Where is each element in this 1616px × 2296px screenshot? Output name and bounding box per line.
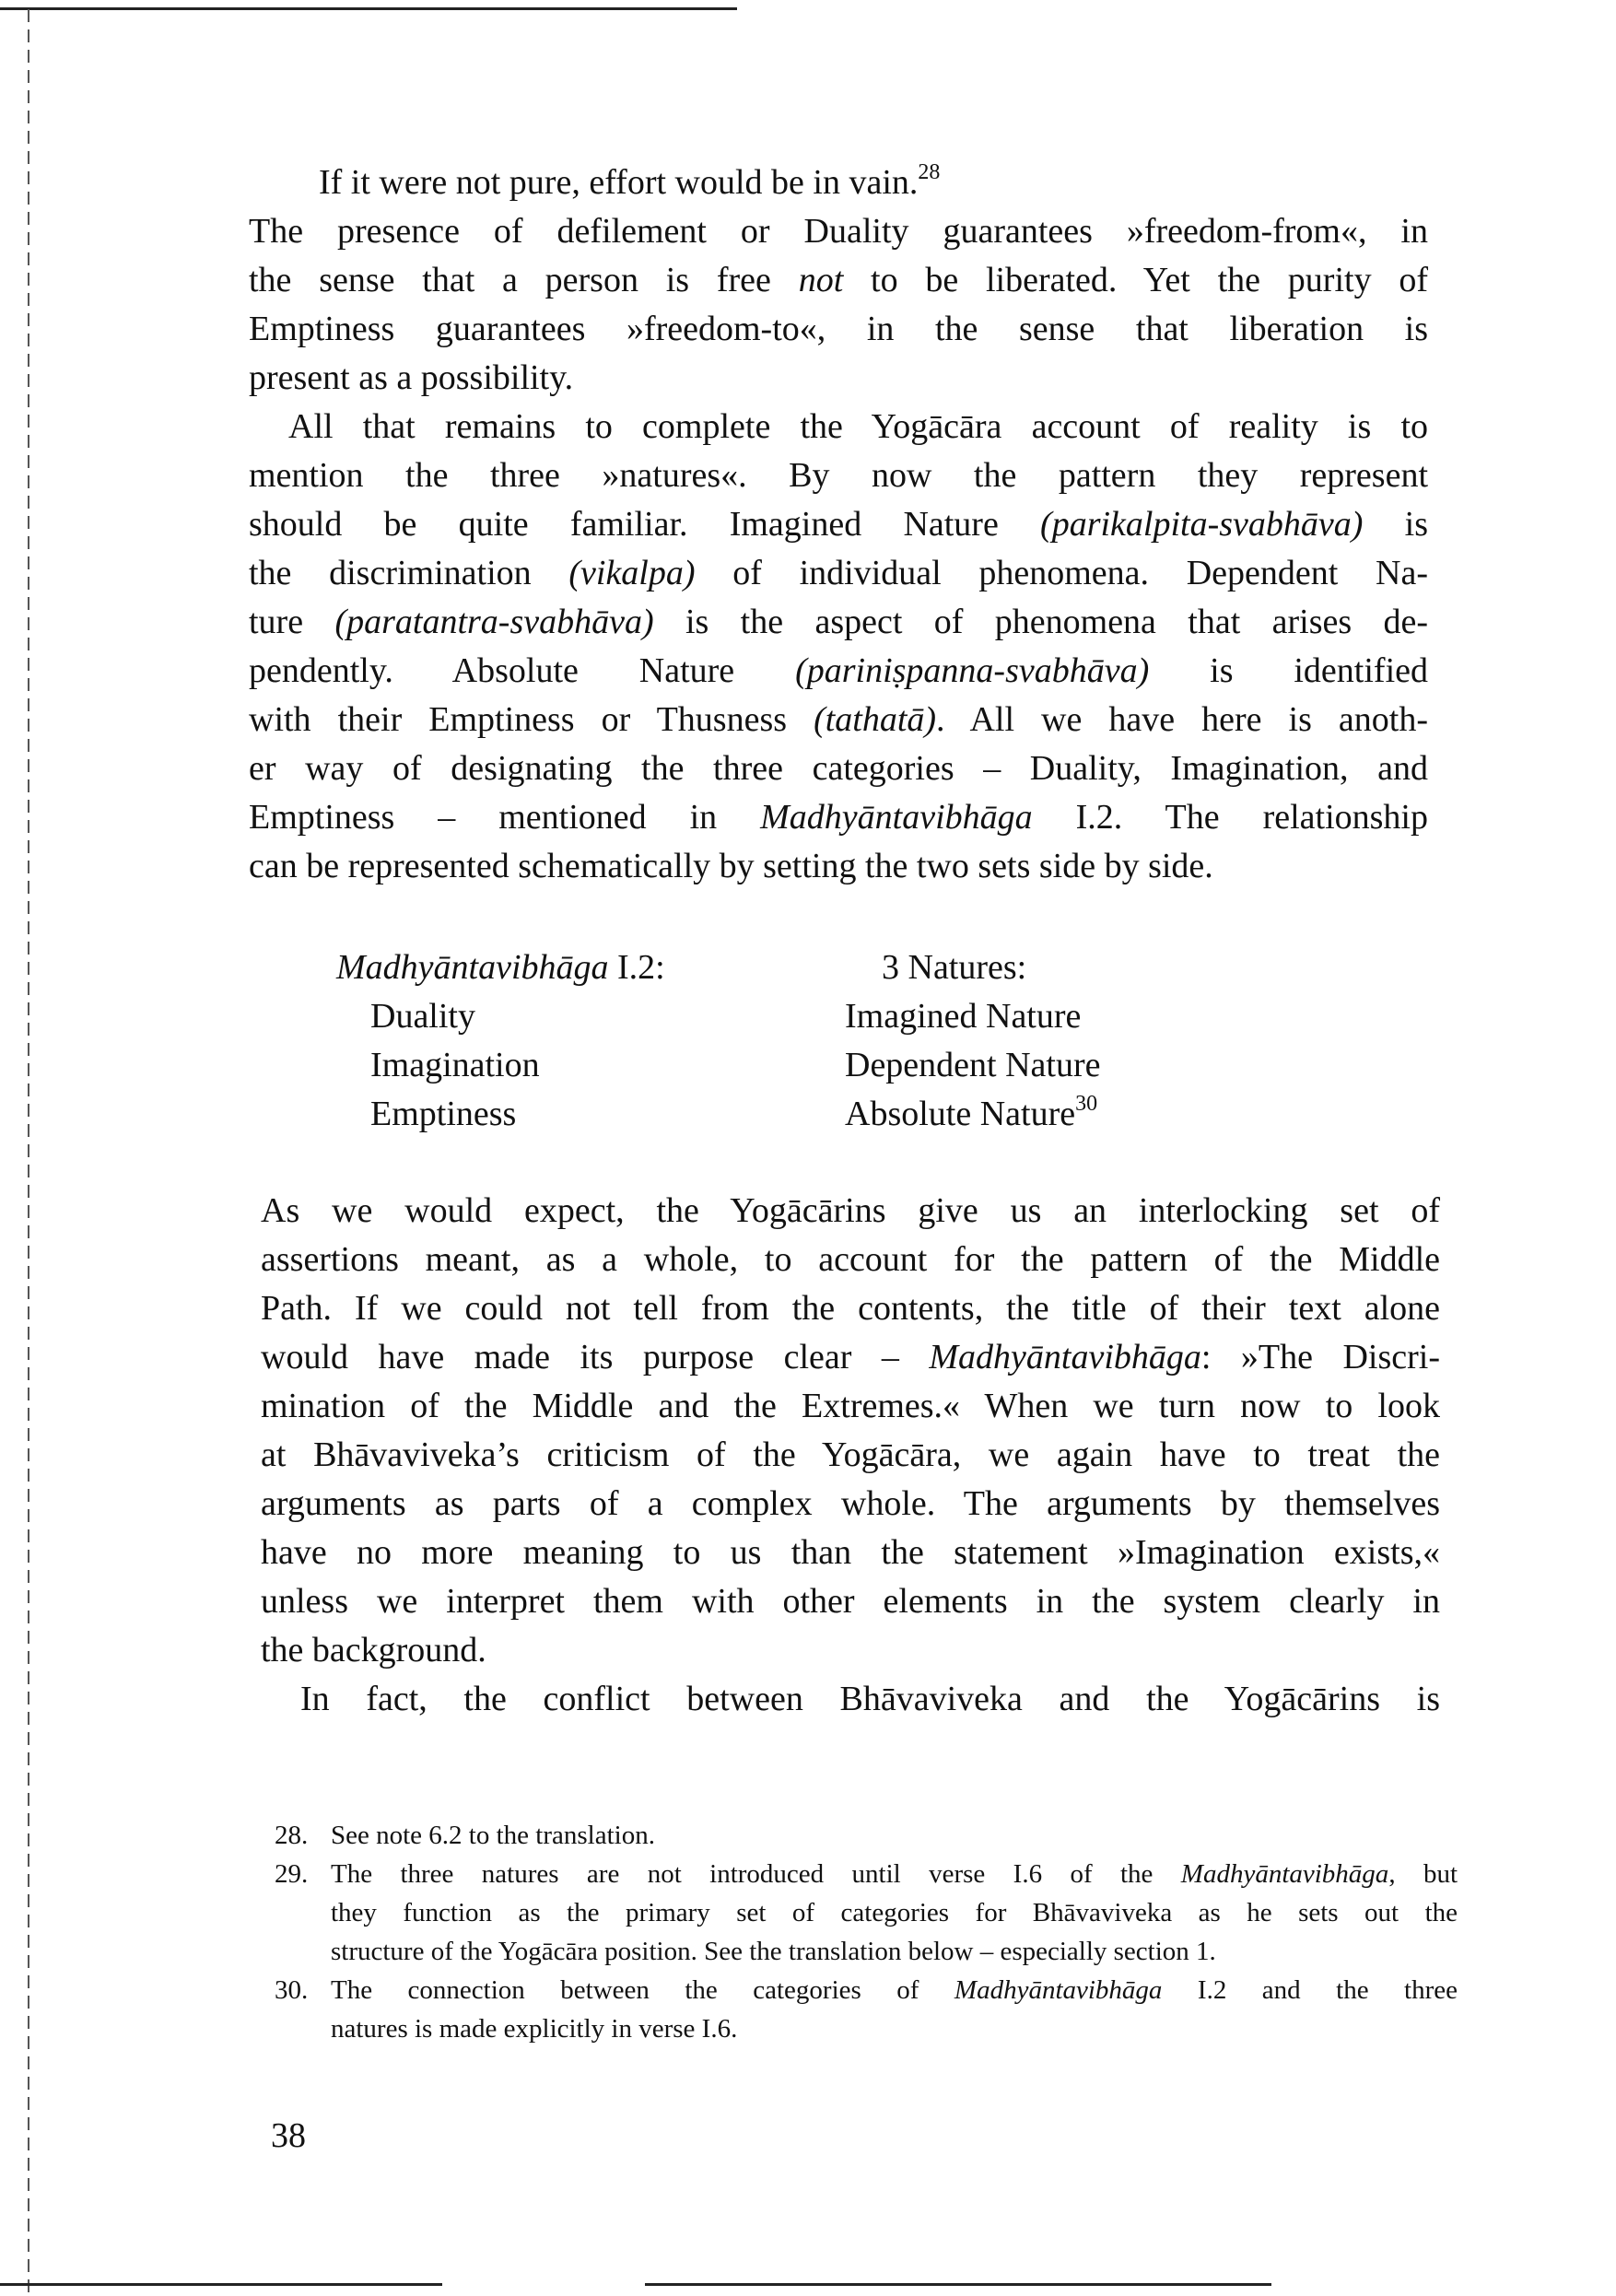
text-line xyxy=(275,2009,1458,2048)
italic-term: (parikalpita-svabhāva) xyxy=(1040,505,1364,544)
footnote xyxy=(275,1971,1458,2048)
text-line xyxy=(275,1971,1458,2009)
text-run: See note 6.2 to the translation. xyxy=(331,1821,655,1850)
table-row xyxy=(336,1090,1165,1139)
text-run: The connection between the categories of xyxy=(331,1975,954,2005)
text-line xyxy=(275,1893,1458,1932)
footnote-ref: 28 xyxy=(918,160,941,184)
text-line xyxy=(249,647,1428,696)
italic-term: (tathatā) xyxy=(814,700,937,739)
header-suffix: I.2: xyxy=(608,948,665,987)
footnotes xyxy=(275,1816,1458,2048)
text-run: have no more meaning to us than the statement »Imagination exists,« xyxy=(261,1533,1440,1572)
text-run: ture xyxy=(249,603,335,641)
text-line xyxy=(249,793,1428,842)
page-number: 38 xyxy=(271,2116,306,2155)
table-header-row xyxy=(336,943,1165,992)
text-run: the sense that a person is free xyxy=(249,261,799,299)
table-header-left xyxy=(336,943,665,992)
italic-term: (vikalpa) xyxy=(568,554,696,592)
table-cell-left: Emptiness xyxy=(370,1095,517,1133)
italic-term: (pariniṣpanna-svabhāva) xyxy=(795,651,1150,690)
text-run: they function as the primary set of categories for Bhāvaviveka as he sets out the xyxy=(331,1898,1458,1927)
text-run: : »The Discri- xyxy=(1200,1338,1440,1376)
paragraph xyxy=(249,207,1428,403)
italic-term: Madhyāntavibhāga xyxy=(1180,1859,1389,1889)
text-run: . All we have here is anoth- xyxy=(936,700,1429,739)
italic-term: not xyxy=(798,261,844,299)
footnote-ref: 30 xyxy=(1075,1092,1098,1116)
table-cell-left: Imagination xyxy=(370,1046,540,1084)
text-run: Emptiness – mentioned in xyxy=(249,798,761,837)
italic-term: (paratantra-svabhāva) xyxy=(334,603,654,641)
header-title: Madhyāntavibhāga xyxy=(336,948,609,987)
text-line xyxy=(261,1626,1440,1675)
text-line xyxy=(275,1932,1458,1971)
text-line xyxy=(275,1855,1458,1893)
table-row xyxy=(336,1041,1165,1090)
table-cell-right: Dependent Nature xyxy=(845,1046,1101,1084)
table-cell-right xyxy=(845,1090,1097,1139)
cell-text: Absolute Nature xyxy=(845,1095,1076,1133)
text-run: All that remains to complete the Yogācāra account of reality is to xyxy=(288,407,1428,446)
italic-term: Madhyāntavibhāga xyxy=(954,1975,1163,2005)
text-run: natures is made explicitly in verse I.6. xyxy=(331,2014,738,2044)
text-line xyxy=(261,1187,1440,1236)
footnote-number: 29. xyxy=(275,1859,309,1889)
italic-term: Madhyāntavibhāga xyxy=(760,798,1033,837)
text-run: at Bhāvaviveka’s criticism of the Yogācāra, we again have to treat the xyxy=(261,1435,1440,1474)
footnote xyxy=(275,1816,1458,1855)
text-line xyxy=(249,500,1428,549)
text-run: should be quite familiar. Imagined Nature xyxy=(249,505,1041,544)
footnote-number: 28. xyxy=(275,1821,309,1850)
text-run: with their Emptiness or Thusness xyxy=(249,700,814,739)
text-line xyxy=(249,403,1428,451)
text-line xyxy=(261,1529,1440,1577)
text-line xyxy=(249,598,1428,647)
text-run: pendently. Absolute Nature xyxy=(249,651,796,690)
text-line xyxy=(261,1480,1440,1529)
table-header-right: 3 Natures: xyxy=(882,948,1027,987)
text-run: the background. xyxy=(261,1631,486,1669)
text-line xyxy=(249,354,1428,403)
text-run: As we would expect, the Yogācārins give us an interlocking set of xyxy=(261,1191,1440,1230)
text-run: to be liberated. Yet the purity of xyxy=(843,261,1428,299)
table-cell-right: Imagined Nature xyxy=(845,997,1082,1036)
paragraph xyxy=(249,158,1428,207)
text-line xyxy=(261,1382,1440,1431)
text-run: present as a possibility. xyxy=(249,358,574,397)
text-line xyxy=(249,744,1428,793)
table-cell-left: Duality xyxy=(370,997,475,1036)
text-line xyxy=(249,451,1428,500)
text-line xyxy=(261,1236,1440,1284)
text-run: Emptiness guarantees »freedom-to«, in the sense that liberation is xyxy=(249,310,1428,348)
paragraph xyxy=(249,403,1428,891)
text-run: would have made its purpose clear – xyxy=(261,1338,930,1376)
footnote xyxy=(275,1855,1458,1971)
paragraph xyxy=(261,1675,1440,1724)
text-run: The presence of defilement or Duality guarantees »freedom-from«, in xyxy=(249,212,1428,251)
text-run: structure of the Yogācāra position. See the translation below – especially section 1. xyxy=(331,1937,1216,1966)
text-run: is identified xyxy=(1149,651,1428,690)
text-line xyxy=(249,256,1428,305)
text-run: If it were not pure, effort would be in vain. xyxy=(319,163,919,202)
table-row xyxy=(336,992,1165,1041)
text-line xyxy=(249,842,1428,891)
scan-edge-top xyxy=(0,7,737,10)
text-line xyxy=(261,1284,1440,1333)
text-run: can be represented schematically by setting the two sets side by side. xyxy=(249,847,1213,885)
text-line xyxy=(249,207,1428,256)
text-run: is xyxy=(1363,505,1428,544)
text-run: mination of the Middle and the Extremes.« When we turn now to look xyxy=(261,1387,1440,1425)
text-line xyxy=(249,696,1428,744)
text-run: the discrimination xyxy=(249,554,569,592)
text-line xyxy=(275,1816,1458,1855)
paragraph xyxy=(261,1187,1440,1675)
text-run: unless we interpret them with other elements in the system clearly in xyxy=(261,1582,1440,1621)
text-run: Path. If we could not tell from the contents, the title of their text alone xyxy=(261,1289,1440,1328)
text-run: The three natures are not introduced until verse I.6 of the xyxy=(331,1859,1181,1889)
text-run: In fact, the conflict between Bhāvaviveka and the Yogācārins is xyxy=(300,1680,1440,1718)
text-run: of individual phenomena. Dependent Na- xyxy=(695,554,1428,592)
text-line xyxy=(249,158,1428,207)
text-line xyxy=(261,1577,1440,1626)
text-line xyxy=(249,305,1428,354)
text-line xyxy=(261,1431,1440,1480)
text-run: I.2. The relationship xyxy=(1032,798,1428,837)
text-run: er way of designating the three categories – Duality, Imagination, and xyxy=(249,749,1428,788)
scan-edge-left xyxy=(28,9,29,2294)
text-run: I.2 and the three xyxy=(1162,1975,1458,2005)
italic-term: Madhyāntavibhāga xyxy=(929,1338,1201,1376)
text-line xyxy=(261,1333,1440,1382)
text-run: arguments as parts of a complex whole. The arguments by themselves xyxy=(261,1484,1440,1523)
text-line xyxy=(261,1675,1440,1724)
text-run: is the aspect of phenomena that arises de- xyxy=(653,603,1429,641)
body-text-top xyxy=(249,158,1428,891)
scan-edge-bottom xyxy=(0,2283,1616,2286)
footnote-number: 30. xyxy=(275,1975,309,2005)
comparison-table xyxy=(336,943,1165,1139)
text-line xyxy=(249,549,1428,598)
text-run: , but xyxy=(1388,1859,1458,1889)
body-text-bottom xyxy=(261,1187,1440,1724)
text-run: mention the three »natures«. By now the pattern they represent xyxy=(249,456,1428,495)
text-run: assertions meant, as a whole, to account for the pattern of the Middle xyxy=(261,1240,1440,1279)
